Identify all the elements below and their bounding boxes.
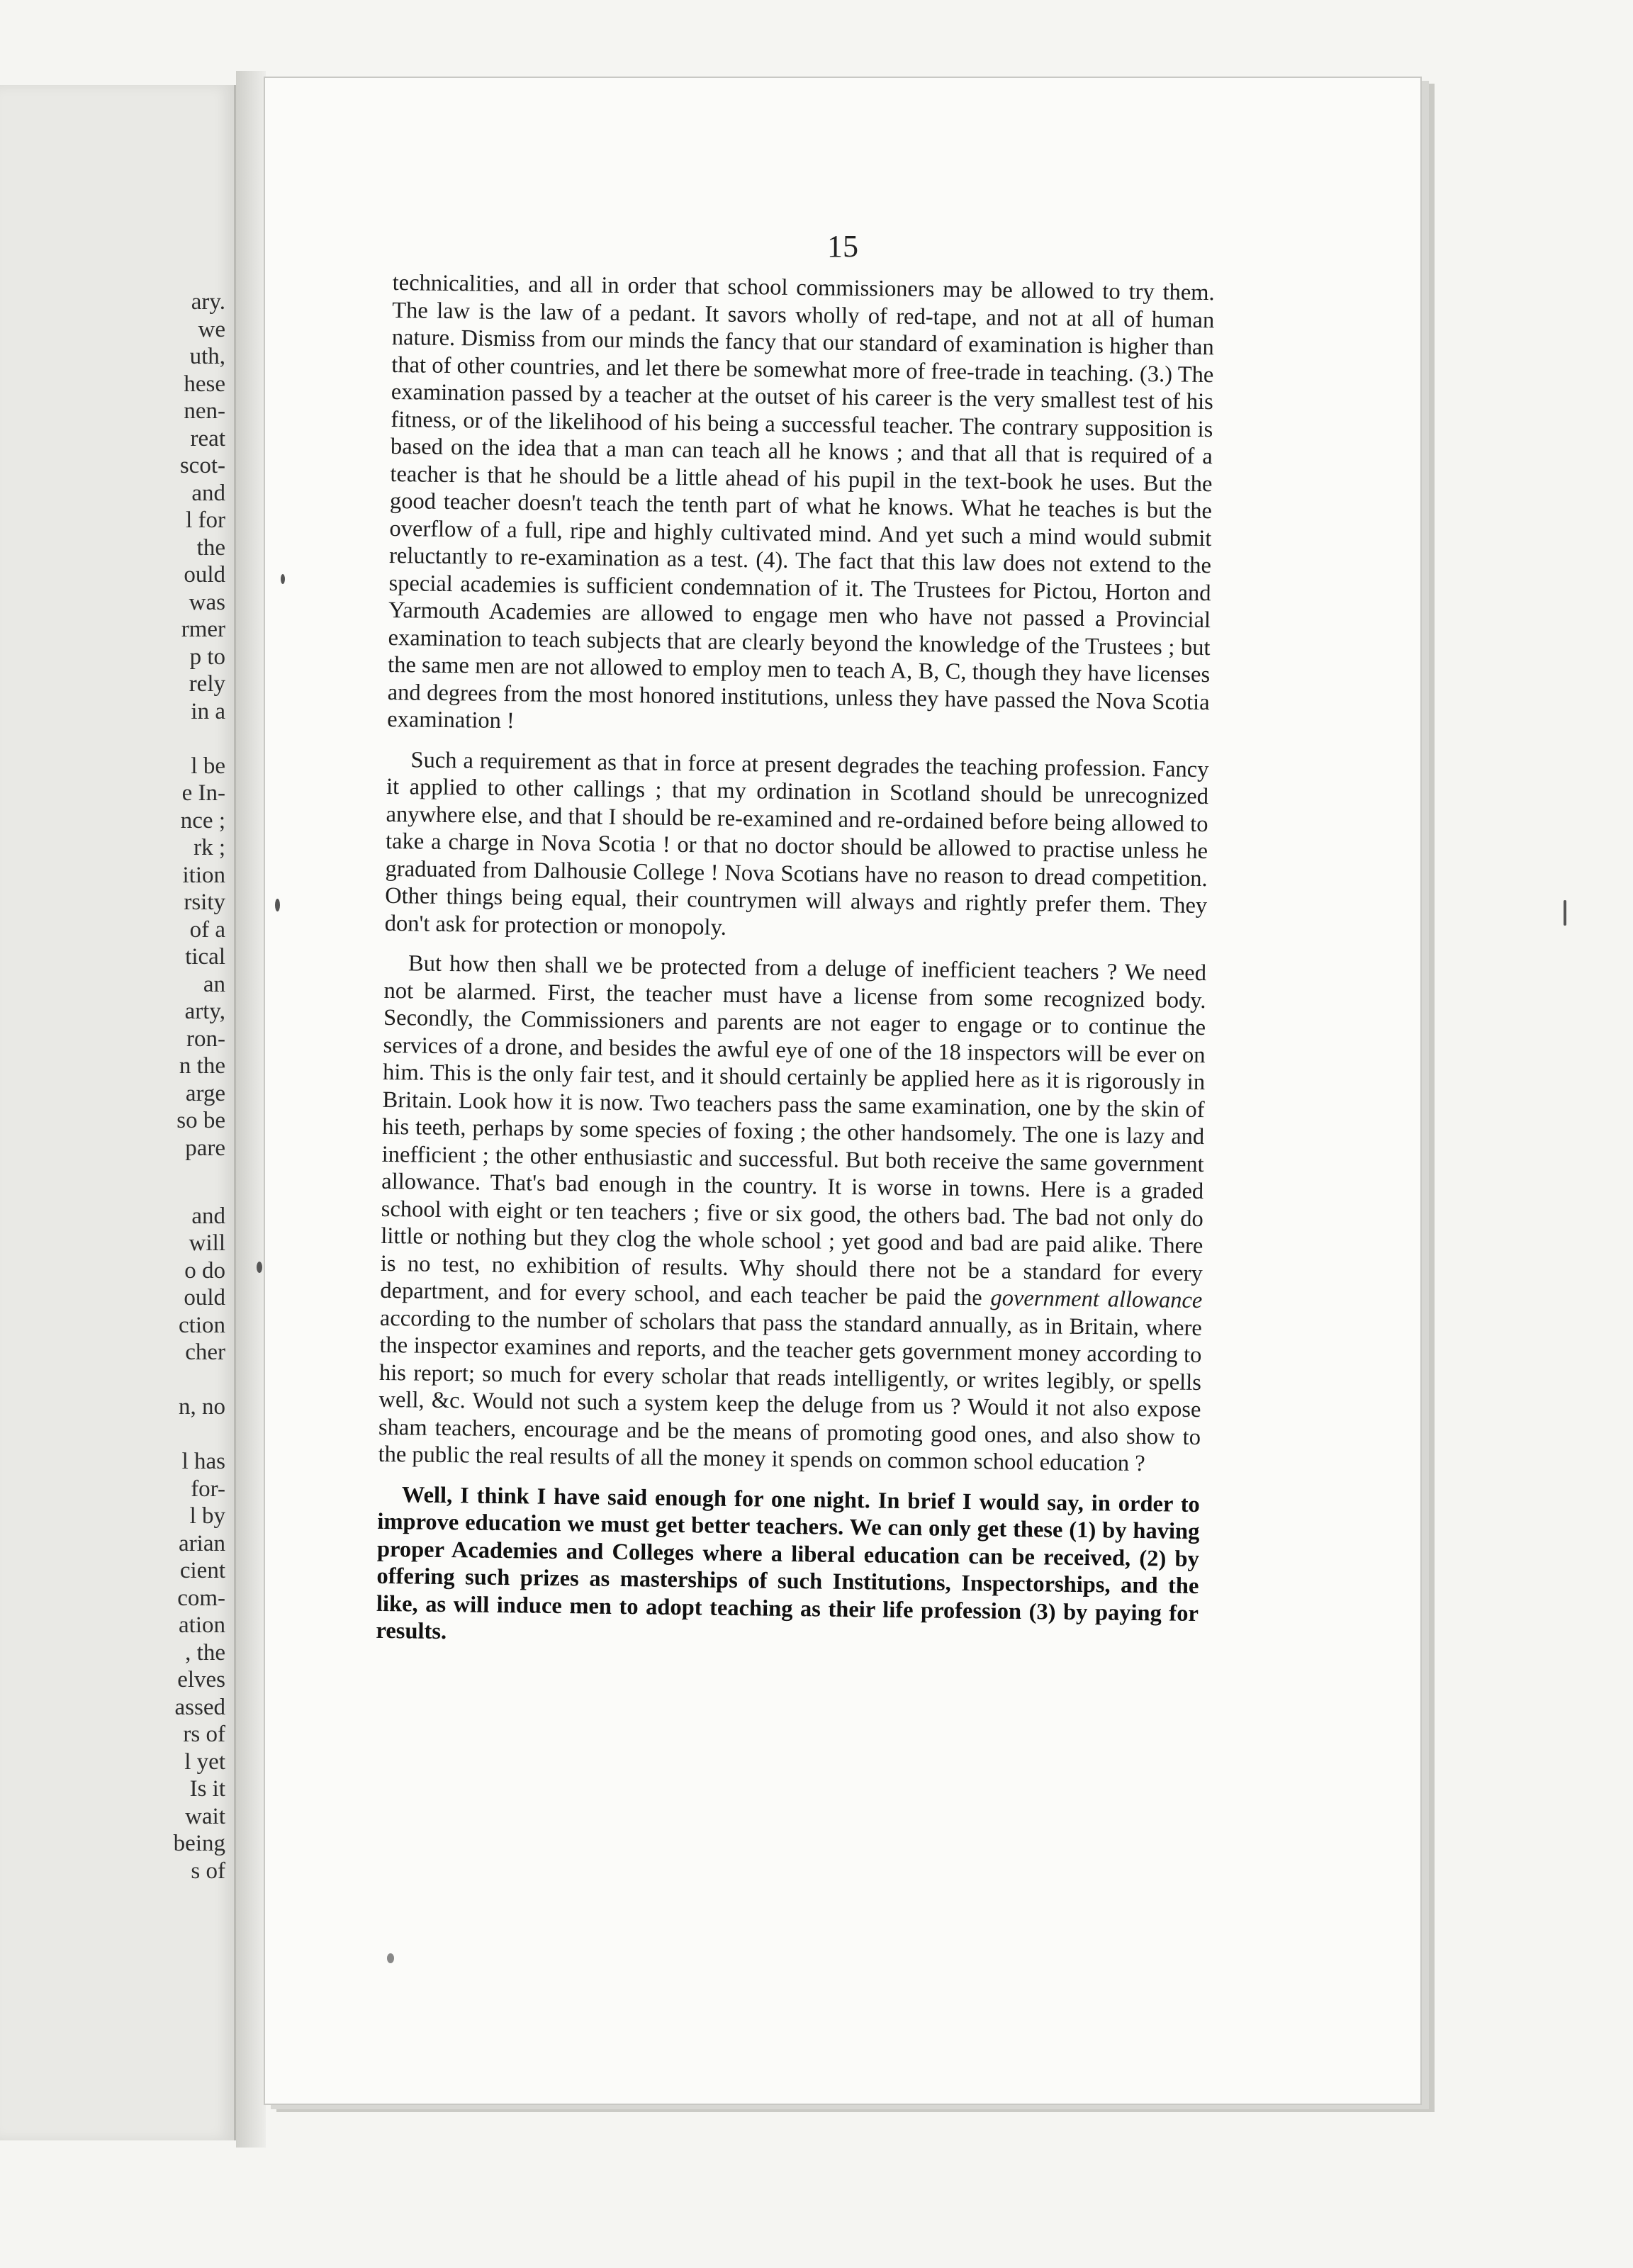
facing-page-fragment: n, no — [179, 1394, 225, 1420]
facing-page-fragment: e In- — [181, 780, 225, 806]
facing-page-fragment: ould — [184, 562, 225, 588]
facing-page-fragment: pare — [185, 1135, 225, 1161]
facing-page-fragment: l has — [181, 1449, 225, 1475]
facing-page-fragment: arge — [185, 1080, 225, 1106]
scan-speck — [281, 574, 285, 584]
paragraph-3 — [378, 950, 1206, 1478]
facing-page-fragment: assed — [174, 1694, 225, 1720]
facing-page-fragment: rmer — [181, 617, 225, 642]
facing-page-fragment: hese — [184, 371, 225, 397]
paragraph-4-conclusion: Well, I think I have said enough for one night. In brief I would say, in order to improve education we must get better teachers. We can only get these (1) by having proper Academies and Colleges where a liberal education can be received, (2) by offering such prizes as masterships of such Institutions, Inspectorships, and the like, as will induce men to adopt teaching as their life profession (3) by paying for results. — [376, 1481, 1201, 1645]
facing-page-fragment: nce ; — [180, 807, 225, 833]
facing-page-fragment: com- — [177, 1585, 225, 1611]
paragraph-1: technicalities, and all in order that school commissioners may be allowed to try them. The law is the law of a pedant. It savors wholly of red-tape, and not at all of human nature. Dismiss from our minds the fancy that our standard of examination is higher than that of other countries, and let there be somewhat more of free-trade in teaching. (3.) The examination passed by a teacher at the outset of his career is the very smallest test of his fitness, or of the likelihood of his being a successful teacher. The contrary supposition is based on the idea that a man can teach all he knows ; and that all that is required of a teacher is that he should be a little ahead of his pupil in the text-book he uses. But the good teacher doesn't teach the tenth part of what he knows. What he teaches is but the overflow of a full, ripe and highly cultivated mind. And yet such a mind would submit reluctantly to re-examination as a test. (4). The fact that this law does not extend to the special academies is sufficient condemnation of it. The Trustees for Pictou, Horton and Yarmouth Academies are allowed to engage men who have not passed a Provincial examination to teach subjects that are clearly beyond the knowledge of the Trustees ; but the same men are not allowed to employ men to teach A, B, C, though they have licenses and degrees from the most honored institutions, unless they have passed the Nova Scotia examination ! — [387, 269, 1215, 734]
facing-page-fragment: being — [173, 1831, 225, 1857]
facing-page-fragment: will — [189, 1230, 225, 1257]
facing-page-fragment: rs of — [183, 1722, 225, 1748]
scan-speck — [1564, 900, 1566, 926]
facing-page-fragment: we — [198, 316, 225, 342]
facing-page-fragment: and — [191, 1203, 225, 1229]
facing-page-fragment: the — [196, 534, 225, 561]
facing-page-fragment: elves — [177, 1667, 225, 1693]
paragraph-3-emphasis: government allowance — [990, 1285, 1203, 1314]
facing-page-fragment: n the — [179, 1053, 225, 1079]
facing-page-fragment: uth, — [189, 344, 225, 369]
facing-page-fragment: , the — [185, 1639, 225, 1666]
facing-page-fragment: ould — [184, 1285, 225, 1311]
facing-page-fragment: p to — [189, 644, 225, 670]
facing-page-fragment: wait — [185, 1803, 225, 1829]
page-number: 15 — [827, 229, 858, 264]
paragraph-3-part-1: But how then shall we be protected from a deluge of inefficient teachers ? We need not be alarmed. First, the teacher must have a license from some recognized body. Secondly, the Commissioners and parents are not eager to engage or to continue the services of a drone, and besides the awful eye of one of the 18 inspectors will be ever on him. This is the only fair test, and it should certainly be applied here as it is rigorously in Britain. Look how it is now. Two teachers pass the same examination, one by the skin of his teeth, perhaps by some species of foxing ; the other handsomely. The one is lazy and inefficient ; the other enthusiastic and successful. But both receive the same government allowance. That's bad enough in the country. It is worse in towns. Here is a graded school with eight or ten teachers ; five or six good, the others bad. The bad not only do little or nothing but they clog the whole school ; yet good and bad are paid alike. There is no test, no exhibition of results. Why should there not be a standard for every department, and for every school, and each teacher be paid the — [380, 950, 1207, 1311]
facing-page-fragment: and — [191, 480, 225, 506]
facing-page-fragment: arian — [179, 1530, 225, 1556]
facing-page-fragment: Is it — [189, 1776, 225, 1802]
facing-page-fragment: of a — [189, 916, 225, 943]
facing-page-fragment: cher — [185, 1340, 225, 1366]
scan-speck — [275, 899, 280, 911]
facing-page-fragment: o do — [184, 1257, 225, 1284]
facing-page-fragment: l for — [186, 507, 225, 533]
facing-page-fragment: an — [203, 971, 225, 997]
facing-page-fragment: ction — [179, 1312, 225, 1338]
body-text — [376, 269, 1215, 1655]
facing-page-fragment: for- — [191, 1476, 225, 1502]
facing-page-fragment: ition — [182, 862, 225, 888]
facing-page-fragment: ary. — [191, 289, 225, 315]
facing-page-fragment: rely — [189, 671, 225, 697]
facing-page-left — [0, 85, 236, 2140]
facing-page-fragment: so be — [176, 1108, 225, 1133]
scan-speck — [387, 1953, 394, 1963]
facing-page-fragment: scot- — [179, 453, 225, 478]
paragraph-3-part-2: according to the number of scholars that pass the standard annually, as in Britain, where the inspector examines and reports, and the teacher gets government money according to his report; so much for every scholar that reads intelligently, or writes legibly, or spells well, &c. Would not such a system keep the deluge from us ? Would it not also expose sham teachers, encourage and be the means of promoting good ones, and also show to the public the real results of all the money it spends on common school education ? — [378, 1305, 1203, 1477]
facing-page-fragment: in a — [191, 698, 225, 724]
facing-page-fragment: nen- — [184, 398, 225, 424]
facing-page-fragment: tical — [185, 944, 225, 970]
facing-page-fragment: s of — [191, 1858, 225, 1884]
facing-page-fragment: was — [189, 589, 225, 615]
facing-page-fragment: cient — [179, 1558, 225, 1584]
facing-page-fragment: reat — [190, 425, 225, 451]
book-gutter — [236, 71, 266, 2148]
paragraph-2: Such a requirement as that in force at present degrades the teaching profession. Fancy it applied to other callings ; that my ordination in Scotland should be unrecognized anywhere else, and that I should be re-examined and re-ordained before being allowed to take a charge in Nova Scotia ! or that no doctor should be allowed to practise unless he graduated from Dalhousie College ! Nova Scotians have no reason to dread competition. Other things being equal, their countrymen will always and rightly prefer them. They don't ask for protection or monopoly. — [384, 746, 1209, 941]
facing-page-fragment: ation — [179, 1612, 225, 1639]
scan-speck — [257, 1262, 262, 1273]
facing-page-fragment: l by — [189, 1503, 225, 1529]
facing-page-fragment: arty, — [184, 999, 225, 1024]
facing-page-fragment: l be — [191, 753, 225, 779]
facing-page-fragment: l yet — [184, 1748, 225, 1775]
facing-page-fragment: ron- — [186, 1026, 225, 1052]
facing-page-fragment: rsity — [184, 889, 225, 915]
facing-page-fragment: rk ; — [193, 835, 225, 860]
document-page — [264, 77, 1422, 2105]
